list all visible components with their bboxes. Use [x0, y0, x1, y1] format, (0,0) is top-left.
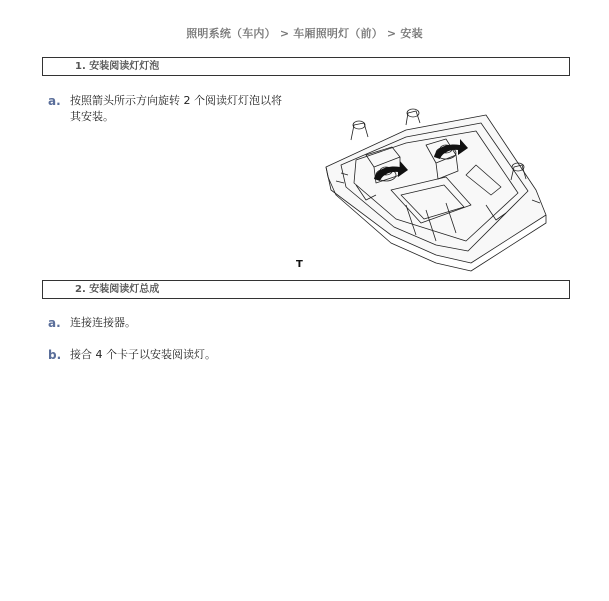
step-marker: a. — [48, 316, 61, 330]
section-header-install-bulb: 1. 安装阅读灯灯泡 — [42, 57, 570, 76]
breadcrumb: 照明系统（车内） > 车厢照明灯（前） > 安装 — [186, 27, 423, 40]
step-marker: a. — [48, 94, 61, 108]
step-install-bulb — [48, 93, 308, 125]
step-connect-connector — [48, 315, 136, 331]
step-text: 连接连接器。 — [70, 316, 136, 329]
section-header-install-lamp-assembly: 2. 安装阅读灯总成 — [42, 280, 570, 299]
step-marker: b. — [48, 348, 62, 362]
step-text: 按照箭头所示方向旋转 2 个阅读灯灯泡以将 其安装。 — [70, 94, 282, 123]
step-text: 接合 4 个卡子以安装阅读灯。 — [70, 348, 216, 361]
figure-code: T — [296, 259, 303, 270]
reading-lamp-illustration — [296, 95, 572, 275]
step-engage-clips — [48, 347, 216, 363]
